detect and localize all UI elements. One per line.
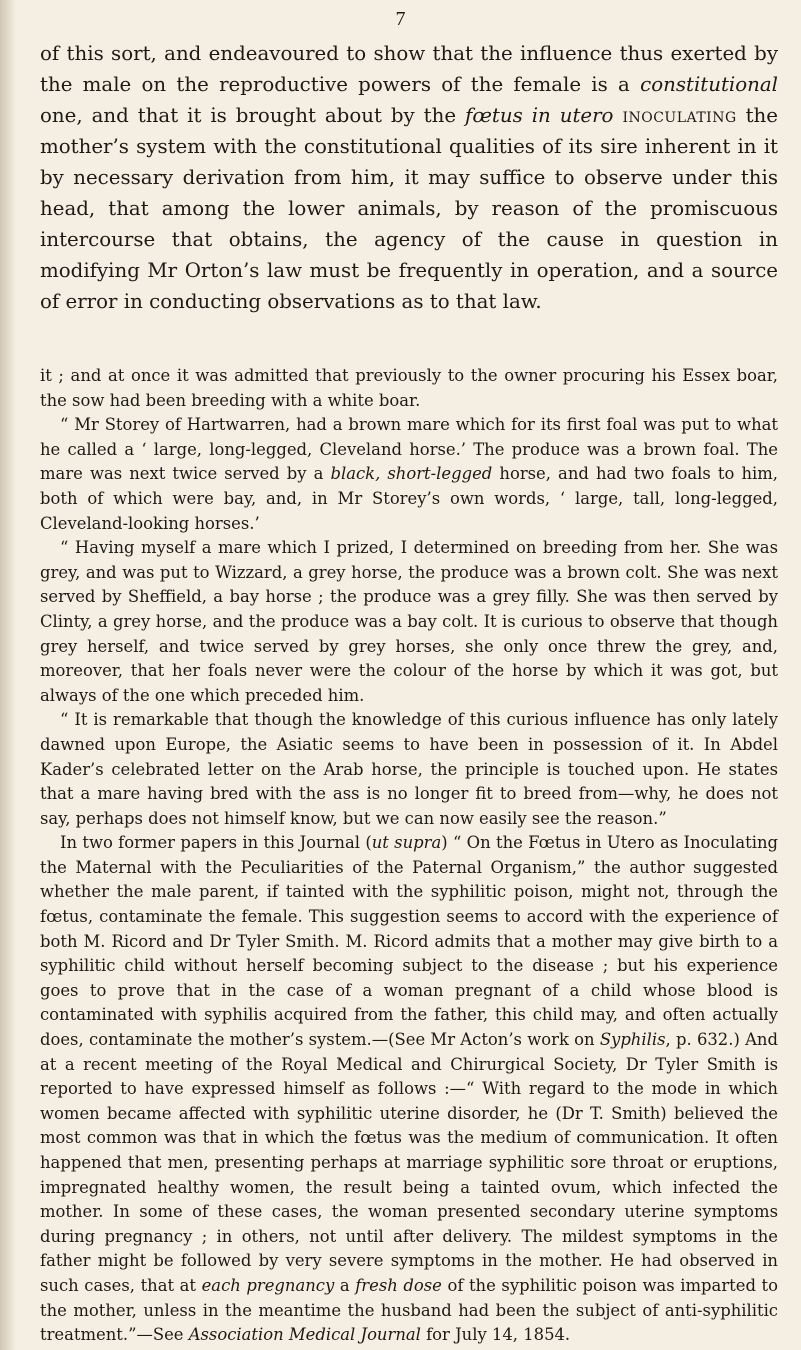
main-paragraph-text: [40, 38, 778, 317]
text-run: horse, and had two foals to him, both of which were bay, and, in Mr Storey’s own words, ‘ large, tall, long-legged, Cleveland-looking horses.’: [40, 464, 779, 533]
page-binding-edge: [0, 0, 16, 1350]
section-separator: [0, 336, 801, 337]
quote-paragraph: it ; and at once it was admitted that previously to the owner procuring his Essex boar, the sow had been breeding with a white boar.: [40, 366, 778, 410]
quote-paragraph: [40, 413, 778, 536]
page-number: 7: [395, 8, 406, 30]
small-caps-term: inoculating: [622, 104, 737, 127]
italic-term: black, short-legged: [330, 464, 493, 484]
italic-term: ut supra: [371, 833, 442, 853]
quote-paragraph: “ Having myself a mare which I prized, I determined on breeding from her. She was grey, and was put to Wizzard, a grey horse, the produce was a brown colt. She was next served by Sheffield, a bay horse ; the produce was a grey filly. She was then served by Clinty, a grey horse, and the produce was a bay colt. It is curious to observe that though grey herself, and twice served by grey horses, she only once threw the grey, and, moreover, that her foals never were the colour of the horse by which it was got, but always of the one which preceded him.: [40, 538, 778, 705]
body-paragraph: [40, 831, 778, 1347]
text-run: of this sort, and endeavoured to show that the influence thus exerted by the male on the reproductive powers of the female is a: [40, 42, 778, 96]
italic-term: each pregnancy: [201, 1275, 335, 1295]
text-run: one, and that it is brought about by the: [40, 104, 466, 127]
italic-term: fœtus in utero: [465, 104, 614, 127]
text-run: of the syphilitic poison was imparted to the mother, unless in the meantime the husband had been the subject of anti-syphilitic treatment.”—See: [40, 1275, 778, 1345]
main-paragraph: [40, 38, 778, 317]
text-run: a: [334, 1275, 356, 1295]
quoted-section: [40, 364, 778, 1348]
text-run: “ Mr Storey of Hartwarren, had a brown mare which for its first foal was put to what he called a ‘ large, long-legged, Cleveland horse.’ The produce was a brown foal. The mare was next twice served by a: [40, 415, 778, 484]
text-run: for July 14, 1854.: [420, 1325, 571, 1345]
italic-term: constitutional: [640, 73, 778, 96]
text-run: In two former papers in this Journal (: [60, 833, 372, 853]
italic-term: fresh dose: [355, 1275, 442, 1295]
text-run: , p. 632.) And at a recent meeting of the Royal Medical and Chirurgical Society, Dr Tyler Smith is reported to have expressed himself as follows :—“ With regard to the mode in which women became affected with syphilitic uterine disorder, he (Dr T. Smith) believed the most common was that in which the fœtus was the medium of communication. It often happened that men, presenting perhaps at marriage syphilitic sore throat or eruptions, impregnated healthy women, the result being a tainted ovum, which infected the mother. In some of these cases, the woman presented secondary uterine symptoms during pregnancy ; in others, not until after delivery. The mildest symptoms in the father might be followed by very severe symptoms in the mother. He had observed in such cases, that at: [40, 1030, 778, 1295]
text-run: ) “ On the Fœtus in Utero as Inoculating the Maternal with the Peculiarities of the Paternal Organism,” the author suggested whether the male parent, if tainted with the syphilitic poison, might not, through the fœtus, contaminate the female. This suggestion seems to accord with the experience of both M. Ricord and Dr Tyler Smith. M. Ricord admits that a mother may give birth to a syphilitic child without herself becoming subject to the disease ; but his experience goes to prove that in the case of a woman pregnant of a child whose blood is contaminated with syphilis acquired from the father, this child may, and often actually does, contaminate the mother’s system.—(See Mr Acton’s work on: [40, 833, 779, 1050]
text-run: the mother’s system with the constitutional qualities of its sire inherent in it by necessary derivation from him, it may suffice to observe under this head, that among the lower animals, by reason of the promiscuous intercourse that obtains, the agency of the cause in question in modifying Mr Orton’s law must be frequently in operation, and a source of error in conducting observations as to that law.: [40, 104, 779, 313]
quote-paragraph: “ It is remarkable that though the knowledge of this curious influence has only lately dawned upon Europe, the Asiatic seems to have been in possession of it. In Abdel Kader’s celebrated letter on the Arab horse, the principle is touched upon. He states that a mare having bred with the ass is no longer fit to breed from—why, he does not say, perhaps does not himself know, but we can now easily see the reason.”: [40, 710, 778, 828]
italic-term: Association Medical Journal: [188, 1325, 421, 1345]
italic-term: Syphilis: [599, 1030, 666, 1050]
